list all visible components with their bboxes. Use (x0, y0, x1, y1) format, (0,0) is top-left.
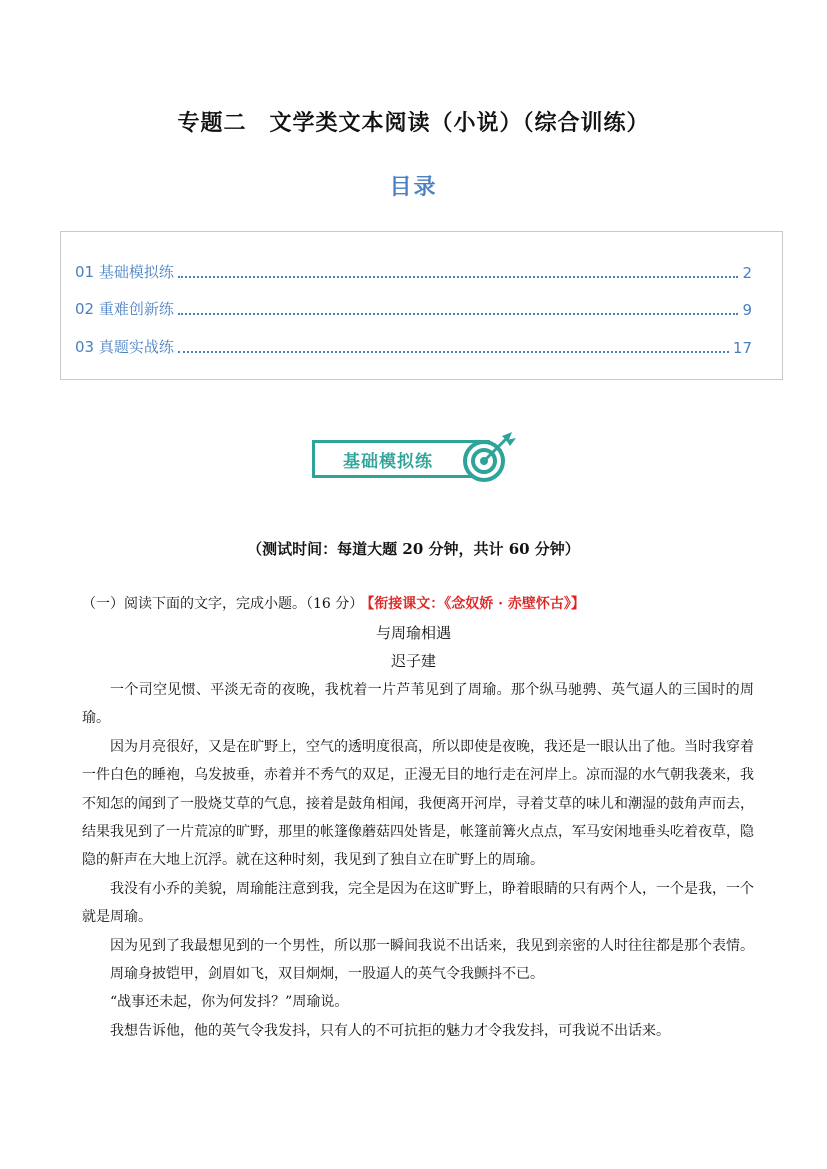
story-title: 与周瑜相遇 (375, 624, 451, 642)
table-of-contents (60, 231, 783, 380)
story-paragraph: 我想告诉他，他的英气令我发抖，只有人的不可抗拒的魅力才令我发抖，可我说不出话来。 (110, 1022, 670, 1039)
toc-item-page: 9 (742, 301, 752, 319)
toc-item-innovation-practice[interactable] (75, 297, 752, 319)
story-author: 迟子建 (390, 652, 436, 670)
toc-leader-dots (178, 313, 739, 315)
story-paragraph: 一个司空见惯、平淡无奇的夜晚，我枕着一片芦苇见到了周瑜。那个纵马驰骋、英气逼人的三国时的周瑜。 (82, 682, 754, 727)
toc-item-basic-practice[interactable] (75, 260, 752, 282)
question-header (82, 593, 585, 613)
story-paragraph: 周瑜身披铠甲，剑眉如飞，双目炯炯，一股逼人的英气令我颤抖不已。 (110, 966, 544, 983)
target-icon (462, 430, 520, 484)
toc-leader-dots (178, 351, 729, 353)
story-paragraph: 因为月亮很好，又是在旷野上，空气的透明度很高，所以即使是夜晚，我还是一眼认出了他。当时我穿着一件白色的睡袍，乌发披垂，赤着并不秀气的双足，正漫无目的地行走在河岸上。凉而湿的水气朝我袭来，我不知怎的闻到了一股烧艾草的气息，接着是鼓角相闻，我便离开河岸，寻着艾草的味儿和潮湿的鼓角声而去，结果我见到了一片荒凉的旷野，那里的帐篷像蘑菇四处皆是，帐篷前篝火点点，军马安闲地垂头吃着夜草，隐隐的鼾声在大地上沉浮。就在这种时刻，我见到了独自立在旷野上的周瑜。 (82, 738, 754, 869)
toc-item-page: 2 (742, 264, 752, 282)
linked-text-tag: 【衔接课文：《念奴娇 · 赤壁怀古》】 (367, 596, 585, 612)
toc-item-page: 17 (732, 339, 752, 357)
story-paragraph: 因为见到了我最想见到的一个男性，所以那一瞬间我说不出话来，我见到亲密的人时往往都是那个表情。 (110, 937, 754, 954)
story-paragraph: “战事还未起，你为何发抖？”周瑜说。 (110, 994, 349, 1011)
test-time-note: （测试时间：每道大题 20 分钟，共计 60 分钟） (247, 540, 580, 558)
toc-heading: 目录 (389, 175, 438, 200)
toc-item-label: 02 重难创新练 (75, 300, 174, 318)
page-title: 专题二 文学类文本阅读（小说）（综合训练） (177, 111, 650, 136)
toc-item-label: 01 基础模拟练 (75, 263, 174, 281)
section-banner (312, 430, 520, 484)
toc-item-real-exam-practice[interactable] (75, 335, 752, 357)
question-instruction: （一）阅读下面的文字，完成小题。（16 分） (82, 596, 364, 612)
toc-item-label: 03 真题实战练 (75, 338, 174, 356)
section-banner-label: 基础模拟练 (312, 440, 490, 478)
story-body (82, 676, 754, 1045)
toc-leader-dots (178, 276, 739, 278)
story-paragraph: 我没有小乔的美貌，周瑜能注意到我，完全是因为在这旷野上，睁着眼睛的只有两个人，一个是我，一个就是周瑜。 (82, 880, 754, 926)
